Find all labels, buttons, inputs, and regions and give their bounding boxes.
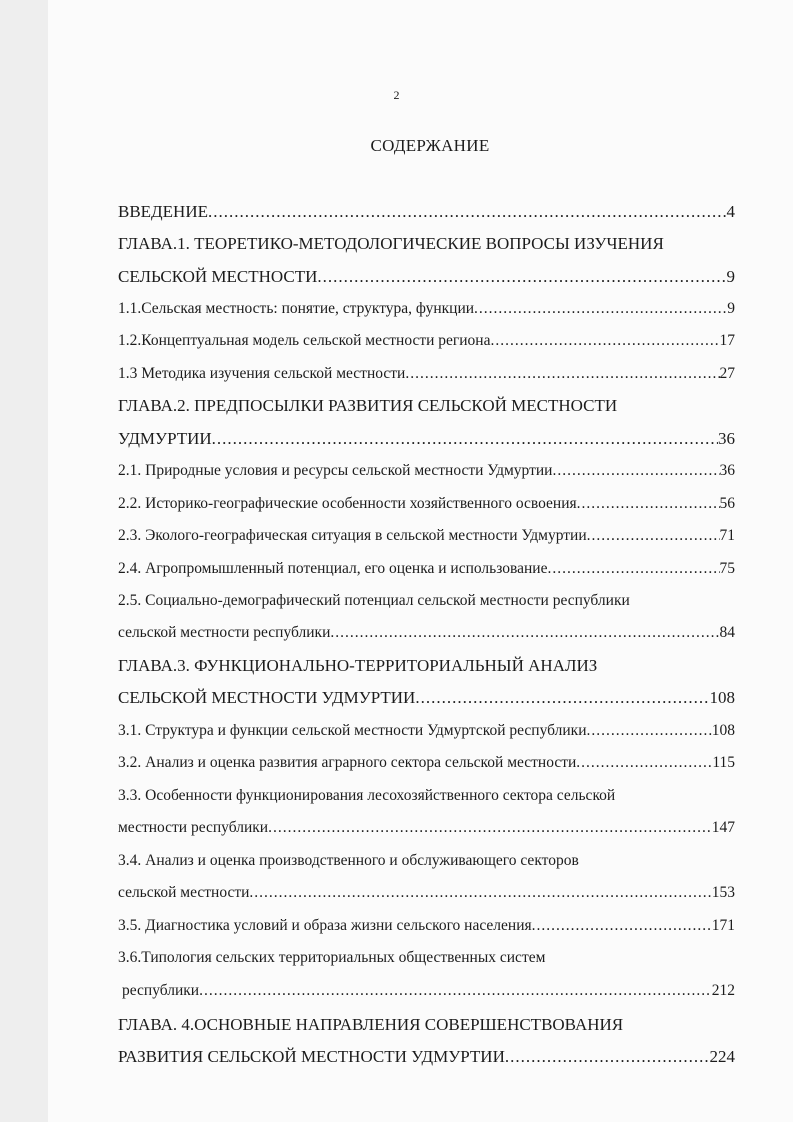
toc-chapter-1-heading-cont[interactable]: СЕЛЬСКОЙ МЕСТНОСТИ ..... 9 [118, 265, 735, 289]
toc-page-number: 27 [719, 365, 735, 382]
toc-entry-3-3-cont[interactable]: местности республики ..... 147 [118, 816, 735, 840]
toc-entry-3-2[interactable]: 3.2. Анализ и оценка развития аграрного сектора сельской местности ..... 115 [118, 751, 735, 775]
toc-page-number: 75 [719, 560, 735, 577]
toc-page-number: 56 [719, 495, 735, 512]
page-number: 2 [393, 88, 400, 102]
toc-entry-3-6-cont[interactable]: республики ..... 212 [122, 979, 735, 1003]
toc-chapter-4-heading-cont[interactable]: РАЗВИТИЯ СЕЛЬСКОЙ МЕСТНОСТИ УДМУРТИИ ..... 224 [118, 1045, 735, 1069]
toc-page-number: 153 [711, 884, 735, 901]
toc-page-number: 71 [719, 527, 735, 544]
toc-entry-3-4-cont[interactable]: сельской местности ..... 153 [118, 881, 735, 905]
toc-entry-2-3[interactable]: 2.3. Эколого-географическая ситуация в сельской местности Удмуртии ..... 71 [118, 524, 735, 548]
toc-entry-1-3[interactable]: 1.3 Методика изучения сельской местности ..... 27 [118, 362, 735, 386]
toc-entry-3-3[interactable]: 3.3. Особенности функционирования лесохозяйственного сектора сельской [118, 787, 616, 804]
toc-page-number: 108 [711, 722, 735, 739]
toc-page-number: 108 [709, 688, 735, 707]
toc-page-number: 212 [711, 982, 735, 999]
toc-entry-1-1[interactable]: 1.1.Сельская местность: понятие, структура, функции ..... 9 [118, 297, 735, 321]
toc-chapter-2-heading-cont[interactable]: УДМУРТИИ ..... 36 [118, 427, 735, 451]
toc-page-number: 84 [719, 624, 735, 641]
toc-page-number: 17 [719, 332, 735, 349]
toc-entry-3-4[interactable]: 3.4. Анализ и оценка производственного и обслуживающего секторов [118, 852, 579, 869]
toc-chapter-2-heading[interactable]: ГЛАВА.2. ПРЕДПОСЫЛКИ РАЗВИТИЯ СЕЛЬСКОЙ МЕСТНОСТИ [118, 396, 618, 415]
toc-entry-2-1[interactable]: 2.1. Природные условия и ресурсы сельской местности Удмуртии ..... 36 [118, 459, 735, 483]
toc-chapter-4-heading[interactable]: ГЛАВА. 4.ОСНОВНЫЕ НАПРАВЛЕНИЯ СОВЕРШЕНСТВОВАНИЯ [118, 1015, 624, 1034]
toc-entry-2-5-cont[interactable]: сельской местности республики ..... 84 [118, 621, 735, 645]
toc-page-number: 115 [712, 754, 735, 771]
toc-chapter-1-heading[interactable]: ГЛАВА.1. ТЕОРЕТИКО-МЕТОДОЛОГИЧЕСКИЕ ВОПРОСЫ ИЗУЧЕНИЯ [118, 234, 664, 253]
toc-page-number: 36 [719, 462, 735, 479]
toc-chapter-3-heading-cont[interactable]: СЕЛЬСКОЙ МЕСТНОСТИ УДМУРТИИ ..... 108 [118, 686, 735, 710]
toc-entry-3-6[interactable]: 3.6.Типология сельских территориальных общественных систем [118, 949, 546, 966]
toc-entry-3-5[interactable]: 3.5. Диагностика условий и образа жизни сельского населения ..... 171 [118, 914, 735, 938]
toc-page-number: 4 [726, 202, 735, 221]
toc-title: СОДЕРЖАНИЕ [370, 136, 490, 155]
toc-entry-3-1[interactable]: 3.1. Структура и функции сельской местности Удмуртской республики ..... 108 [118, 719, 735, 743]
toc-page-number: 147 [711, 819, 735, 836]
toc-page-number: 224 [709, 1047, 735, 1066]
toc-entry-2-2[interactable]: 2.2. Историко-географические особенности хозяйственного освоения ..... 56 [118, 492, 735, 516]
toc-entry-2-5[interactable]: 2.5. Социально-демографический потенциал сельской местности республики [118, 592, 630, 609]
toc-page-number: 9 [726, 267, 735, 286]
toc-entry-1-2[interactable]: 1.2.Концептуальная модель сельской местности региона ..... 17 [118, 329, 735, 353]
toc-page-number: 36 [718, 429, 735, 448]
toc-chapter-3-heading[interactable]: ГЛАВА.3. ФУНКЦИОНАЛЬНО-ТЕРРИТОРИАЛЬНЫЙ АНАЛИЗ [118, 656, 598, 675]
toc-page-number: 9 [727, 300, 735, 317]
toc-page-number: 171 [711, 917, 735, 934]
toc-entry-2-4[interactable]: 2.4. Агропромышленный потенциал, его оценка и использование ..... 75 [118, 557, 735, 581]
toc-entry-introduction[interactable]: ВВЕДЕНИЕ ..... 4 [118, 200, 735, 224]
